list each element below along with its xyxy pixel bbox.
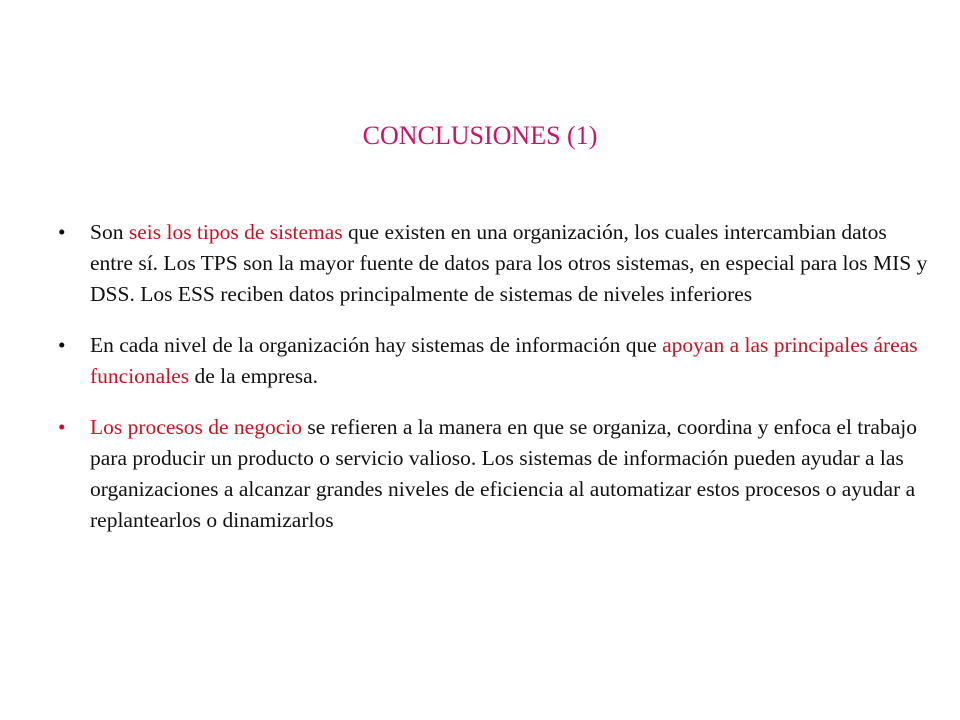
bullet-text-highlight: seis los tipos de sistemas [128, 220, 343, 244]
slide-title: CONCLUSIONES (1) [362, 121, 598, 150]
bullet-text-highlight: Los procesos de negocio [90, 415, 302, 439]
bullet-text-pre: Son [90, 220, 129, 244]
bullet-item-areas-funcionales [58, 330, 934, 392]
bullet-marker: • [58, 220, 66, 244]
bullet-text-pre: En cada nivel de la organización hay sistemas de información que [90, 333, 663, 357]
bullet-text-post: se refieren a la manera en que se organiza, coordina y enfoca el trabajo para producir un producto o servicio valioso. Los sistemas de información pueden ayudar a las organizaciones a alcanzar grandes niveles de eficiencia al automatizar estos procesos o ayudar a replantearlos o dinamizarlos [90, 415, 917, 532]
bullet-text-post: de la empresa. [189, 364, 319, 388]
bullet-text-highlight: apoyan a las principales áreas funcionales [90, 333, 918, 388]
bullet-item-procesos-de-negocio [58, 412, 934, 536]
bullet-marker: • [58, 415, 66, 439]
bullet-list [58, 217, 934, 536]
bullet-text-post: que existen en una organización, los cuales intercambian datos entre sí. Los TPS son la mayor fuente de datos para los otros sistemas, en especial para los MIS y DSS. Los ESS reciben datos principalmente de sistemas de niveles inferiores [90, 220, 928, 306]
bullet-item-tipos-de-sistemas [58, 217, 934, 310]
bullet-marker: • [58, 333, 66, 357]
